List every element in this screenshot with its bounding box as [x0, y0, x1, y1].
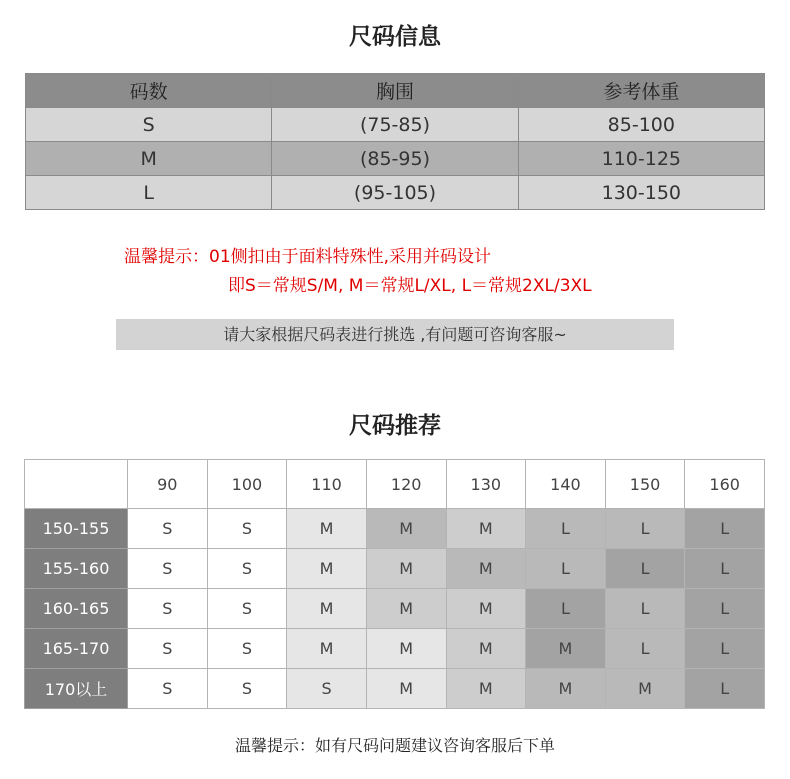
size-cell: S — [207, 589, 287, 629]
recommend-header-row — [25, 460, 765, 509]
weight-header: 120 — [366, 460, 446, 509]
table-row — [26, 108, 765, 142]
recommend-title: 尺码推荐 — [349, 413, 441, 439]
size-cell: L — [526, 509, 606, 549]
chest-cell: (95-105) — [272, 176, 518, 210]
size-cell: S — [207, 509, 287, 549]
size-cell: M — [287, 549, 367, 589]
tip-line-1: 温馨提示：01侧扣由于面料特殊性,采用并码设计 — [124, 247, 492, 267]
header-chest: 胸围 — [272, 74, 518, 108]
size-cell: S — [207, 549, 287, 589]
size-cell: S — [207, 629, 287, 669]
table-row — [25, 589, 765, 629]
size-info-table — [25, 73, 765, 210]
size-info-header-row — [26, 74, 765, 108]
size-cell: M — [526, 629, 606, 669]
size-cell: L — [685, 669, 765, 709]
size-cell: S — [128, 669, 208, 709]
size-cell: L — [685, 589, 765, 629]
weight-header: 100 — [207, 460, 287, 509]
notice-banner: 请大家根据尺码表进行挑选 ,有问题可咨询客服~ — [116, 319, 674, 350]
size-cell: L — [685, 509, 765, 549]
weight-header: 110 — [287, 460, 367, 509]
size-cell: M — [366, 629, 446, 669]
size-info-title: 尺码信息 — [349, 24, 441, 50]
size-cell: M — [446, 669, 526, 709]
header-size: 码数 — [26, 74, 272, 108]
size-cell: L — [526, 589, 606, 629]
size-cell: S — [26, 108, 272, 142]
size-cell: L — [685, 629, 765, 669]
weight-header: 90 — [128, 460, 208, 509]
size-cell: L — [685, 549, 765, 589]
weight-cell: 110-125 — [518, 142, 764, 176]
height-axis-label: 身高(cm) — [29, 488, 72, 502]
size-cell: M — [446, 549, 526, 589]
size-cell: M — [287, 589, 367, 629]
size-cell: S — [128, 589, 208, 629]
footer-tip: 温馨提示：如有尺码问题建议咨询客服后下单 — [234, 736, 555, 755]
size-cell: S — [128, 509, 208, 549]
weight-axis-label: 体重(斤) — [78, 467, 117, 481]
table-row — [25, 549, 765, 589]
size-cell: M — [366, 509, 446, 549]
size-cell: L — [605, 589, 685, 629]
size-cell: L — [26, 176, 272, 210]
size-cell: M — [446, 629, 526, 669]
size-cell: M — [605, 669, 685, 709]
tip-line-2: 即S＝常规S/M, M＝常规L/XL, L＝常规2XL/3XL — [228, 276, 592, 296]
size-cell: M — [526, 669, 606, 709]
table-row — [26, 142, 765, 176]
size-cell: M — [366, 589, 446, 629]
size-cell: L — [526, 549, 606, 589]
header-weight: 参考体重 — [518, 74, 764, 108]
weight-header: 140 — [526, 460, 606, 509]
size-cell: S — [287, 669, 367, 709]
size-cell: S — [207, 669, 287, 709]
height-header: 150-155 — [25, 509, 128, 549]
corner-header — [25, 460, 128, 509]
size-cell: L — [605, 629, 685, 669]
height-header: 160-165 — [25, 589, 128, 629]
weight-cell: 85-100 — [518, 108, 764, 142]
height-header: 165-170 — [25, 629, 128, 669]
size-cell: M — [287, 629, 367, 669]
size-cell: S — [128, 549, 208, 589]
table-row — [25, 669, 765, 709]
chest-cell: (75-85) — [272, 108, 518, 142]
weight-header: 160 — [685, 460, 765, 509]
height-header: 170以上 — [25, 669, 128, 709]
size-cell: M — [366, 669, 446, 709]
table-row — [26, 176, 765, 210]
size-cell: L — [605, 509, 685, 549]
weight-header: 130 — [446, 460, 526, 509]
table-row — [25, 629, 765, 669]
size-recommend-table — [24, 459, 765, 709]
weight-cell: 130-150 — [518, 176, 764, 210]
size-cell: S — [128, 629, 208, 669]
size-cell: M — [446, 509, 526, 549]
size-cell: M — [446, 589, 526, 629]
weight-header: 150 — [605, 460, 685, 509]
height-header: 155-160 — [25, 549, 128, 589]
size-cell: L — [605, 549, 685, 589]
chest-cell: (85-95) — [272, 142, 518, 176]
table-row — [25, 509, 765, 549]
size-cell: M — [366, 549, 446, 589]
size-cell: M — [287, 509, 367, 549]
size-cell: M — [26, 142, 272, 176]
